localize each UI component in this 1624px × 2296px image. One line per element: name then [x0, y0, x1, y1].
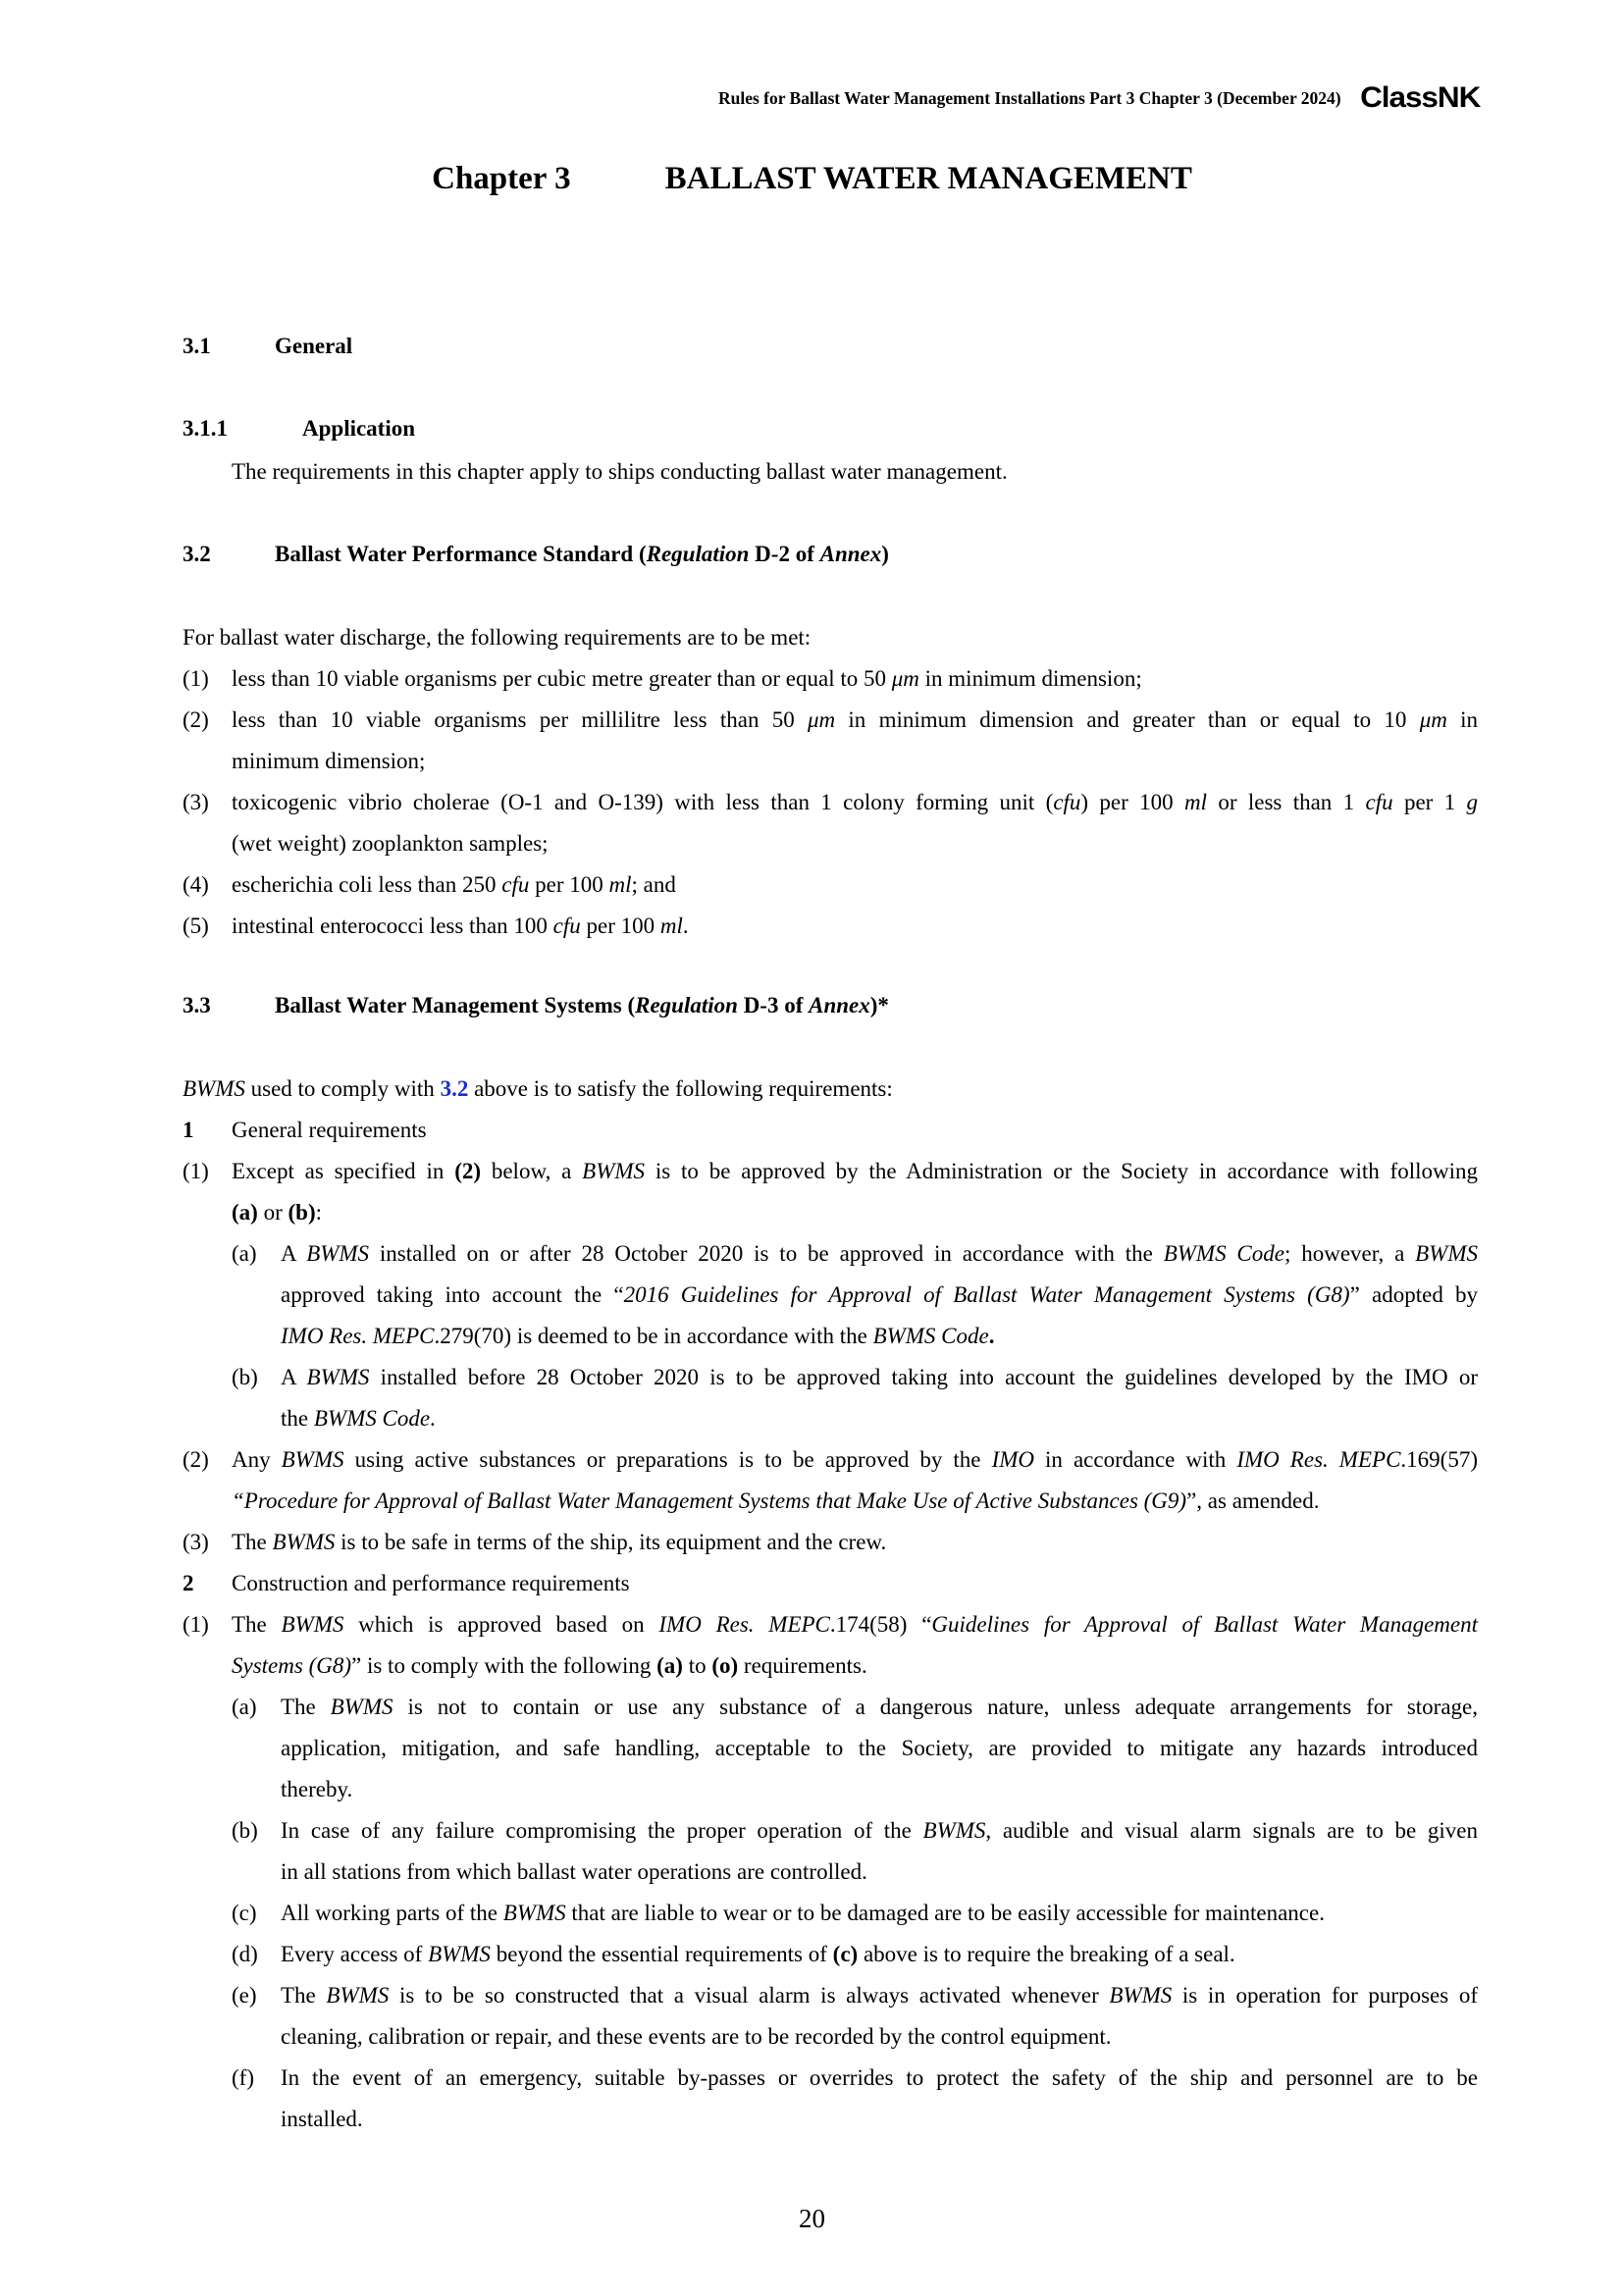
list-item: (b) In case of any failure compromising the proper operation of the BWMS, audible and visual alarm signals are to be given in all stations from which ballast water operations are controlled.: [232, 1818, 1478, 1884]
bwms-intro: BWMS used to comply with 3.2 above is to satisfy the following requirements:: [183, 1076, 893, 1101]
running-title: Rules for Ballast Water Management Installations Part 3 Chapter 3 (December 2024): [717, 87, 1341, 108]
chapter-title: [0, 161, 1624, 197]
discharge-intro: For ballast water discharge, the following requirements are to be met:: [183, 625, 812, 650]
running-header: [717, 78, 1480, 118]
section-number: 3.1: [183, 334, 211, 358]
page-number: 20: [799, 2204, 825, 2233]
application-text: The requirements in this chapter apply to ships conducting ballast water management.: [232, 459, 1008, 484]
list-item: (a) A BWMS installed on or after 28 October 2020 is to be approved in accordance with the BWMS Code; however, a BWMS approved taking into account the “2016 Guidelines for Approval of Ballast Water Management Systems (G8)” adopted by IMO Res. MEPC.279(70) is deemed to be in accordance with the BWMS Code.: [232, 1241, 1478, 1348]
list-item: (e) The BWMS is to be so constructed that a visual alarm is always activated whenever BWMS is in operation for purposes of cleaning, calibration or repair, and these events are to be recorded by the control equipment.: [232, 1983, 1478, 2049]
section-number: 3.2: [183, 542, 211, 566]
classnk-logo: ClassNK: [1359, 81, 1480, 114]
section-number: 3.3: [183, 993, 211, 1018]
list-item: (3) toxicogenic vibrio cholerae (O-1 and O-139) with less than 1 colony forming unit (cfu) per 100 ml or less than 1 cfu per 1 g (wet weight) zooplankton samples;: [183, 790, 1479, 856]
chapter-name: BALLAST WATER MANAGEMENT: [664, 161, 1192, 196]
section-title: Ballast Water Performance Standard (Regulation D-2 of Annex): [275, 542, 889, 566]
subsection-title: Application: [302, 416, 416, 441]
list-item: (1) Except as specified in (2) below, a BWMS is to be approved by the Administration or the Society in accordance with following (a) or (b):: [183, 1159, 1478, 1225]
section-title: General: [275, 334, 353, 358]
subsection-number: 3.1.1: [183, 416, 228, 441]
section-link-3-2[interactable]: 3.2: [440, 1076, 469, 1101]
section-title: Ballast Water Management Systems (Regulation D-3 of Annex)*: [275, 993, 889, 1018]
list-item: (2) Any BWMS using active substances or preparations is to be approved by the IMO in accordance with IMO Res. MEPC.169(57) “Procedure for Approval of Ballast Water Management Systems that Make Use of Active Substances (G9)”, as amended.: [183, 1447, 1478, 1513]
list-item: (1) The BWMS which is approved based on IMO Res. MEPC.174(58) “Guidelines for Approval of Ballast Water Management Systems (G8)” is to comply with the following (a) to (o) requirements.: [183, 1612, 1478, 1678]
list-item: (2) less than 10 viable organisms per millilitre less than 50 μm in minimum dimension and greater than or equal to 10 μm in minimum dimension;: [183, 707, 1479, 773]
document-page: Rules for Ballast Water Management Installations Part 3 Chapter 3 (December 2024) ClassNK Chapter 3 BALLAST WATER MANAGEMENT 3.1 General 3.1.1 Application The requirements in this chapter apply to ships conducting ballast water management. 3.2 Ballast Water Performance Standard (Regulation D-2 of Annex) For ballast water discharge, the following requirements are to be met: (1) less than 10 viable organisms per cubic metre greater than or equal to 50 μm in minimum dimension; (2) less than 10 viable organisms per millilitre less than 50 μm in minimum dimension and greater than or equal to 10 μm in minimum dimension; (3) toxicogenic vibrio cholerae (O-1 and O-139) with less than 1 colony forming unit (cfu) per 100 ml or less than 1 cfu per 1 g (wet weight) zooplankton samples; (4) escherichia coli less than 250 cfu per 100 ml; and (5) intestinal enterococci less than 100 cfu per 100 ml. 3.3 Ballast Water Management Systems (Regulation D-3 of Annex)* BWMS used to comply with 3.2 above is to satisfy the following requirements: 1 General requirements (1) Except as specified in (2) below, a BWMS is to be approved by the Administration or the Society in accordance with following (a) or (b): (a) A BWMS installed on or after 28 October 2020 is to be approved in accordance with the BWMS Code; however, a BWMS approved taking into account the “2016 Guidelines for Approval of Ballast Water Management Systems (G8)” adopted by IMO Res. MEPC.279(70) is deemed to be in accordance with the BWMS Code. (b) A BWMS installed before 28 October 2020 is to be approved taking into account the guidelines developed by the IMO or the BWMS Code. (2) Any BWMS using active substances or preparations is to be approved by the IMO in accordance with IMO Res. MEPC.169(57) “Procedure for Approval of Ballast Water Management Systems that Make Use of Active Substances (G9)”, as amended. (3) The BWMS is to be safe in terms of the ship, its equipment and the crew. 2 Construction and performance requirements (1) The BWMS which is approved based on IMO Res. MEPC.174(58) “Guidelines for Approval of Ballast Water Management Systems (G8)” is to comply with the following (a) to (o) requirements. (a) The BWMS is not to contain or use any substance of a dangerous nature, unless adequate arrangements for storage, application, mitigation, and safe handling, acceptable to the Society, are provided to mitigate any hazards introduced thereby. (b) In case of any failure compromising the proper operation of the BWMS, audible and visual alarm signals are to be given in all stations from which ballast water operations are controlled. (c) All working parts of the BWMS that are liable to wear or to be damaged are to be easily accessible for maintenance. (d) Every access of BWMS beyond the essential requirements of (c) above is to require the breaking of a seal. (e) The BWMS is to be so constructed that a visual alarm is always activated whenever BWMS is in operation for purposes of cleaning, calibration or repair, and these events are to be recorded by the control equipment. (f) In the event of an emergency, suitable by-passes or overrides to protect the safety of the ship and personnel are to be installed. 20: [0, 0, 1624, 2296]
list-item: (f) In the event of an emergency, suitable by-passes or overrides to protect the safety of the ship and personnel are to be installed.: [232, 2065, 1478, 2131]
list-item: (a) The BWMS is not to contain or use any substance of a dangerous nature, unless adequate arrangements for storage, application, mitigation, and safe handling, acceptable to the Society, are provided to mitigate any hazards introduced thereby.: [232, 1695, 1478, 1801]
chapter-number: Chapter 3: [432, 161, 571, 196]
list-item: (b) A BWMS installed before 28 October 2020 is to be approved taking into account the guidelines developed by the IMO or the BWMS Code.: [232, 1365, 1479, 1431]
